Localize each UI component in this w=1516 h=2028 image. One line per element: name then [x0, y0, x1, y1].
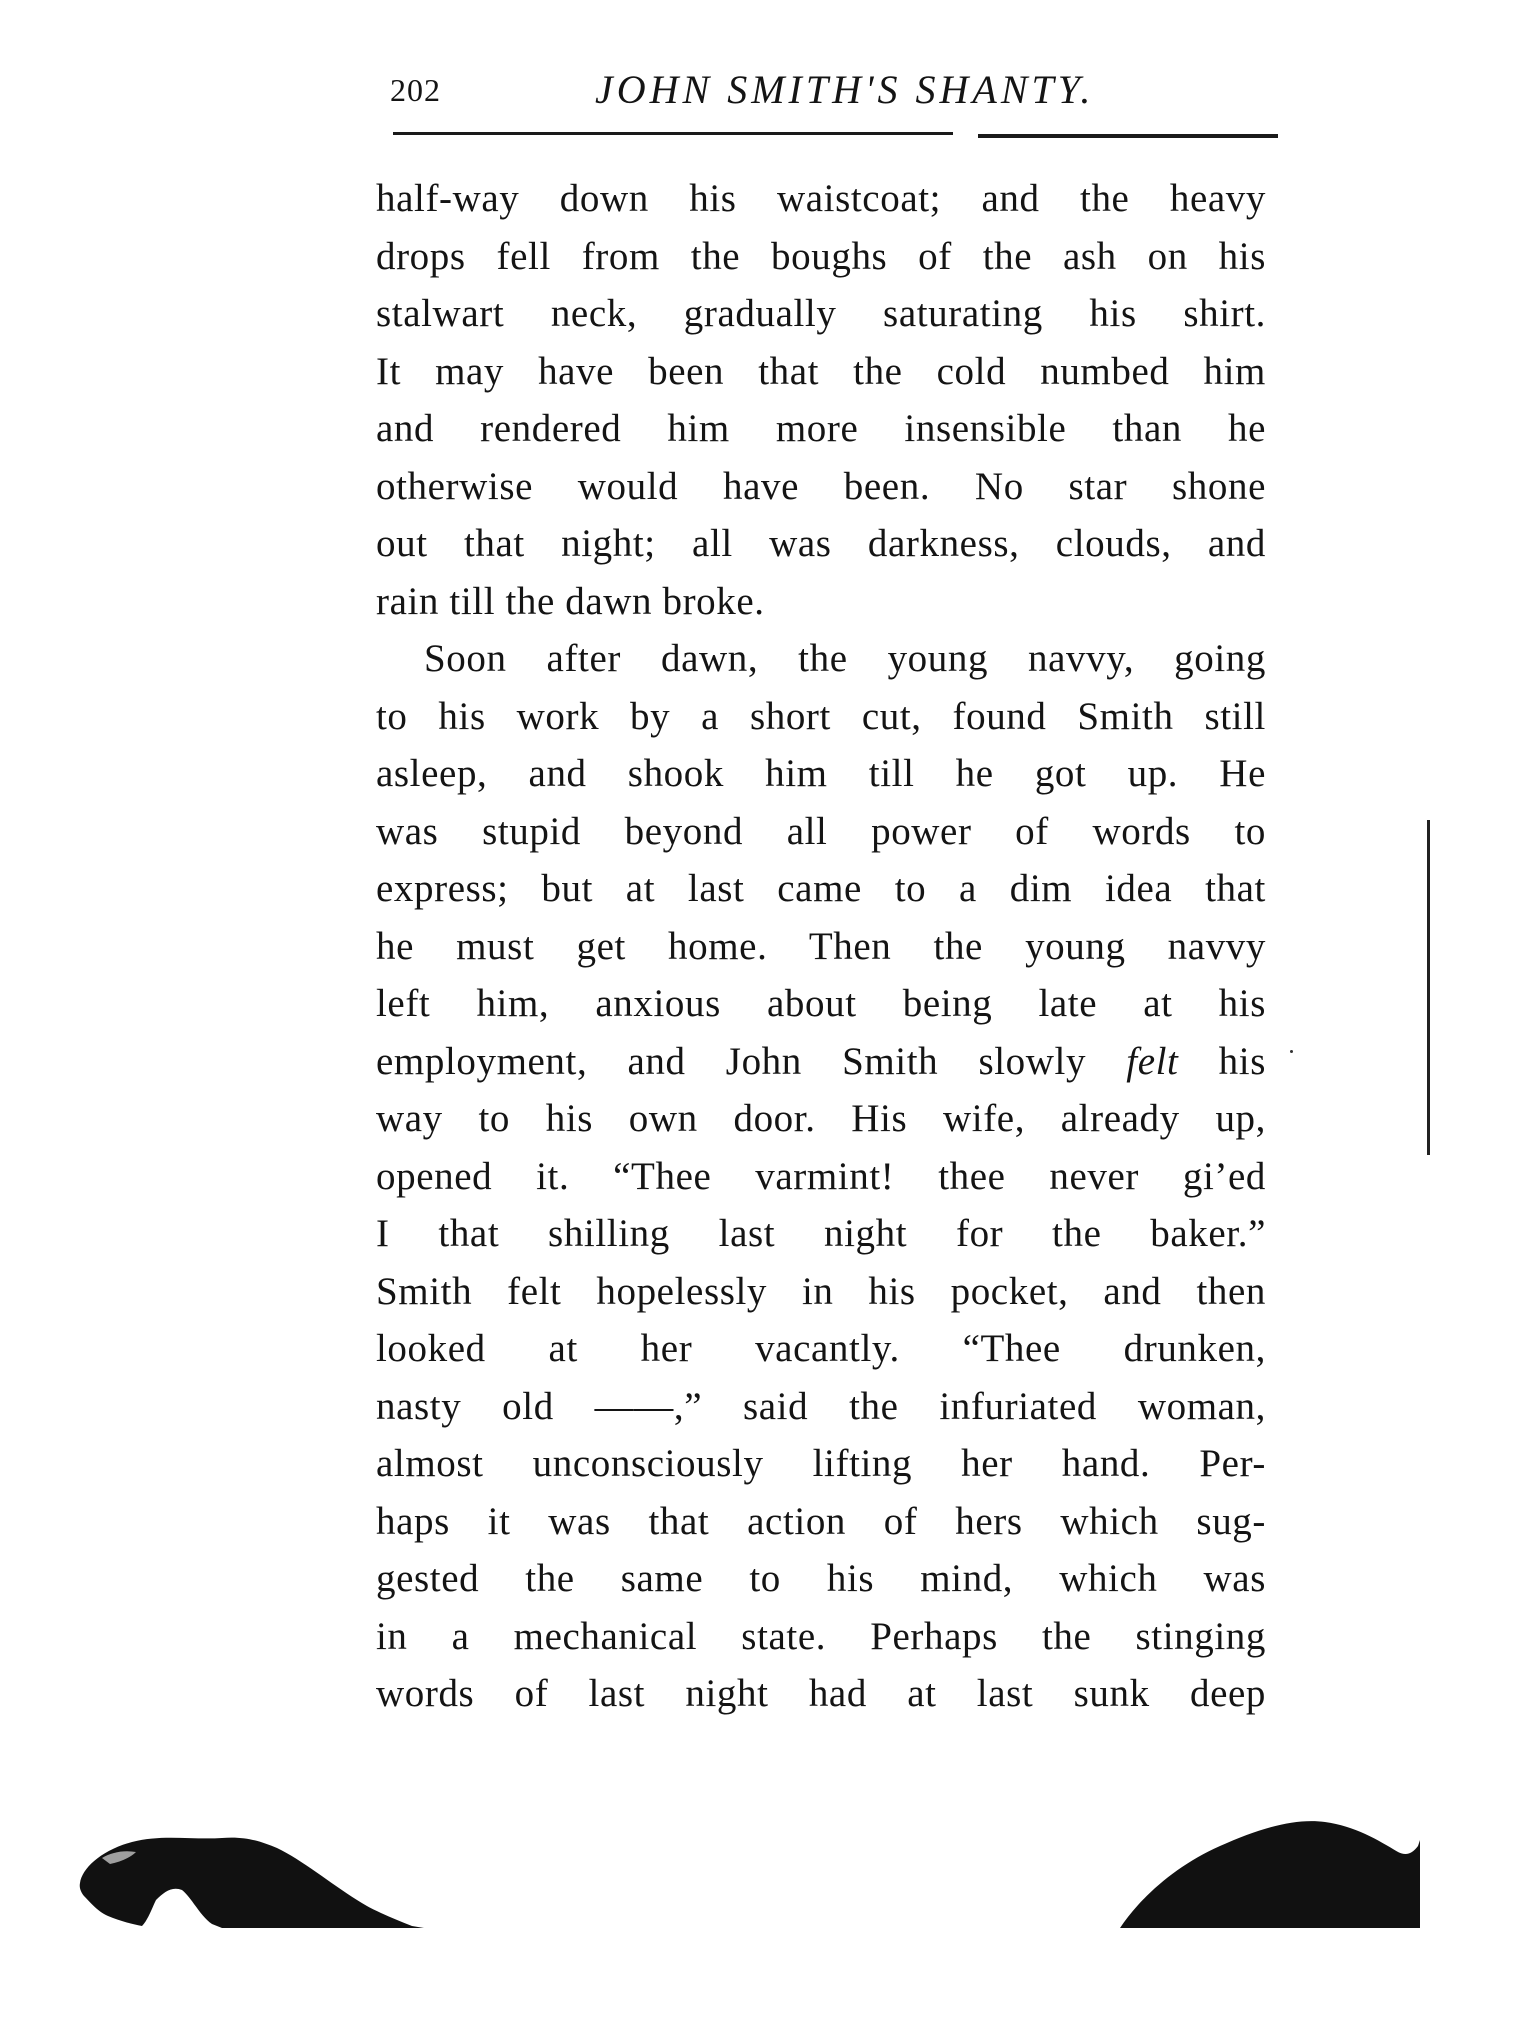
- text-line: and rendered him more insensible than he: [376, 407, 1266, 450]
- text-line: nasty old ——,” said the infuriated woman,: [376, 1384, 1266, 1428]
- text-line: rain till the dawn broke.: [376, 579, 765, 623]
- text-line: left him, anxious about being late at his: [376, 982, 1266, 1025]
- text-line: looked at her vacantly. “Thee drunken,: [376, 1327, 1266, 1370]
- text-line: out that night; all was darkness, clouds, and: [376, 522, 1266, 565]
- text-segment: employment, and John Smith slowly: [376, 1039, 1127, 1083]
- text-line: almost unconsciously lifting her hand. Per-: [376, 1442, 1266, 1485]
- scan-speck: [1290, 1050, 1293, 1053]
- text-line: I that shilling last night for the baker.”: [376, 1212, 1266, 1255]
- paragraph-start-line: Soon after dawn, the young navvy, going: [424, 637, 1266, 680]
- text-line: otherwise would have been. No star shone: [376, 464, 1266, 508]
- running-title: JOHN SMITH'S SHANTY.: [595, 67, 1095, 112]
- running-head: [380, 62, 1280, 122]
- text-line: express; but at last came to a dim idea that: [376, 867, 1266, 910]
- text-line: It may have been that the cold numbed him: [376, 349, 1266, 393]
- text-line: words of last night had at last sunk deep: [376, 1672, 1266, 1715]
- text-line: opened it. “Thee varmint! thee never gi’ed: [376, 1154, 1266, 1198]
- text-line: asleep, and shook him till he got up. He: [376, 752, 1266, 795]
- text-line: way to his own door. His wife, already up,: [376, 1097, 1266, 1140]
- text-line: drops fell from the boughs of the ash on his: [376, 234, 1266, 278]
- text-line: Smith felt hopelessly in his pocket, and then: [376, 1269, 1266, 1313]
- page-number: 202: [390, 72, 441, 108]
- text-line: stalwart neck, gradually saturating his shirt.: [376, 292, 1266, 335]
- text-line: half-way down his waistcoat; and the heavy: [376, 177, 1266, 220]
- text-line-with-italic: [376, 1033, 1266, 1091]
- text-line: gested the same to his mind, which was: [376, 1557, 1266, 1600]
- header-rule-right: [978, 134, 1278, 138]
- text-segment: his: [1178, 1039, 1266, 1083]
- text-line: to his work by a short cut, found Smith still: [376, 694, 1266, 738]
- text-line: haps it was that action of hers which sug-: [376, 1499, 1266, 1543]
- text-line: he must get home. Then the young navvy: [376, 924, 1266, 968]
- body-text: [376, 170, 1266, 1723]
- margin-mark: [1427, 820, 1430, 1155]
- scan-blot-left: [72, 1828, 424, 1928]
- header-rule-left: [393, 132, 953, 135]
- text-line: in a mechanical state. Perhaps the stinging: [376, 1614, 1266, 1658]
- scan-blot-right: [1120, 1800, 1420, 1928]
- text-line: was stupid beyond all power of words to: [376, 809, 1266, 853]
- italic-word: felt: [1126, 1039, 1179, 1083]
